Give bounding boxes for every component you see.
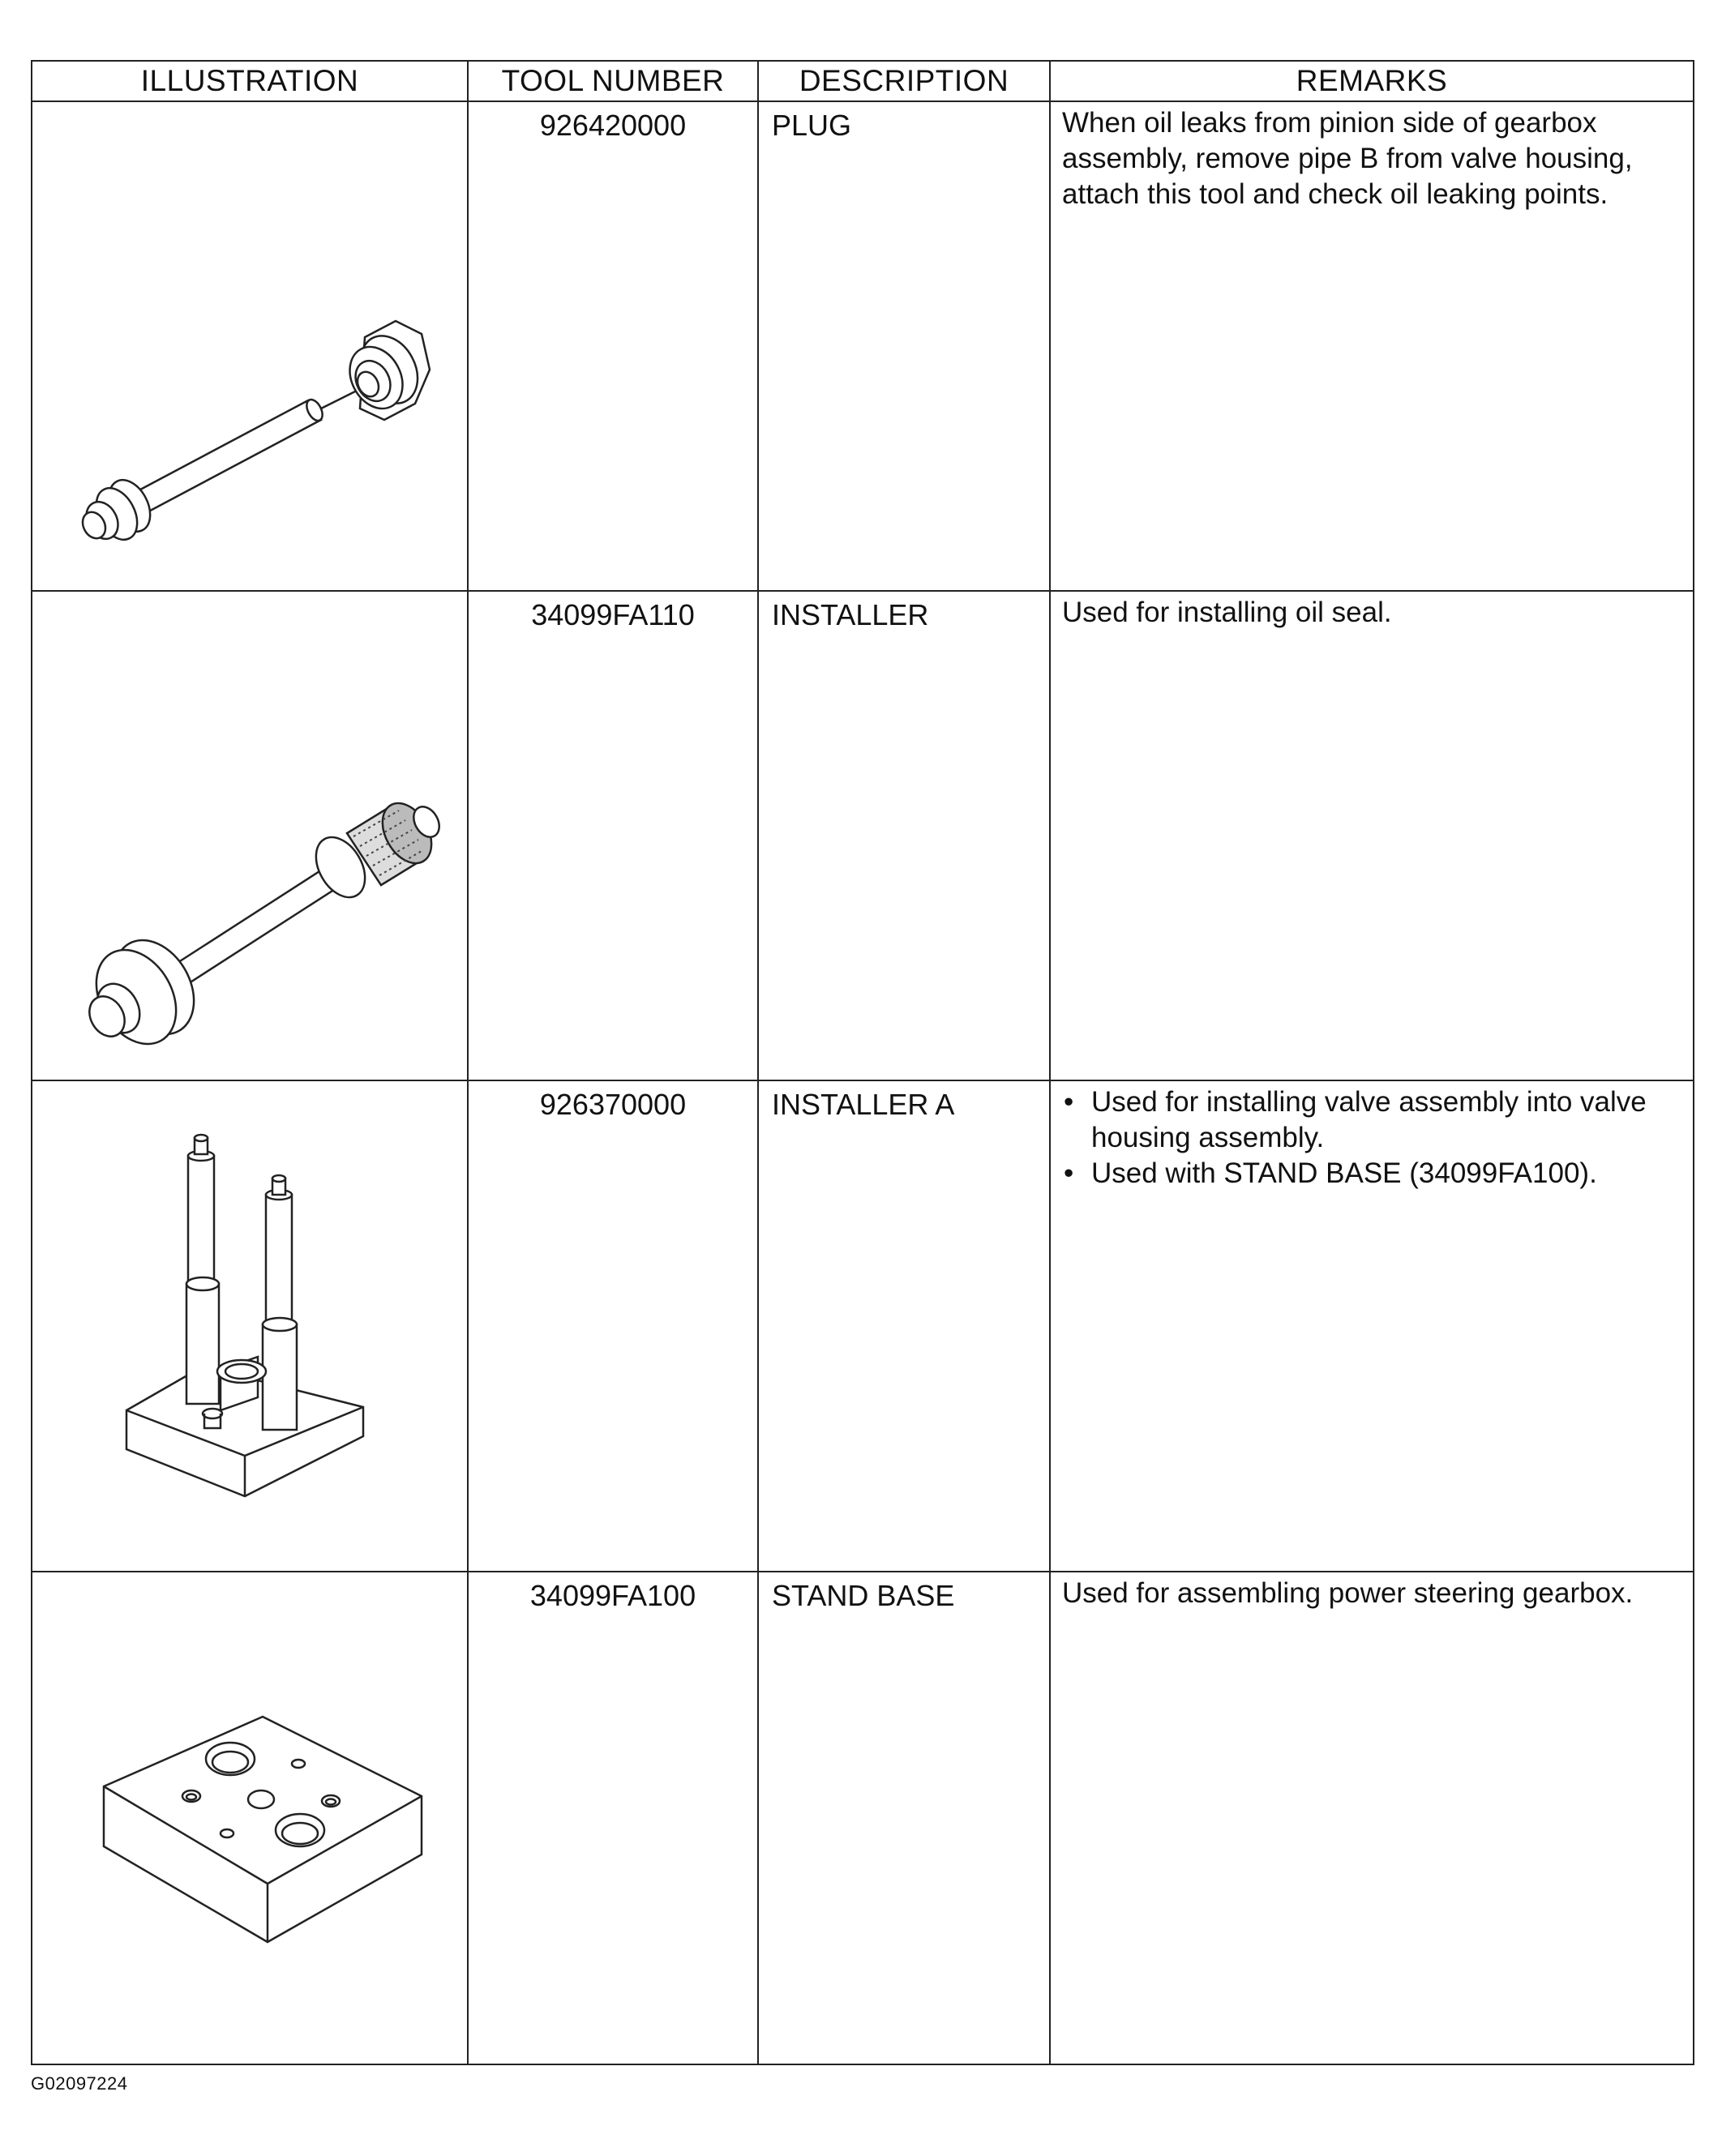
header-description: DESCRIPTION	[758, 61, 1050, 101]
description-cell: INSTALLER A	[758, 1080, 1050, 1572]
header-remarks: REMARKS	[1050, 61, 1694, 101]
illustration-cell	[32, 1080, 468, 1572]
table-header-row	[32, 61, 1694, 101]
illustration-cell	[32, 1572, 468, 2064]
plug-tool-icon	[32, 102, 469, 592]
illustration-cell	[32, 101, 468, 591]
remarks-text: Used for assembling power steering gearbox.	[1062, 1577, 1634, 1609]
table-row	[32, 591, 1694, 1080]
installer-tool-icon	[32, 592, 469, 1081]
tool-number-cell	[468, 1080, 758, 1572]
tool-number: 34099FA100	[529, 1579, 696, 1612]
remarks-list	[1062, 1084, 1681, 1191]
special-tools-table	[31, 60, 1694, 2065]
remarks-list-item: • Used for installing valve assembly into valve housing assembly.	[1062, 1084, 1681, 1156]
table-row	[32, 101, 1694, 591]
installer-a-tool-icon	[32, 1081, 469, 1572]
remarks-list-item: • Used with STAND BASE (34099FA100).	[1062, 1156, 1681, 1191]
header-illustration: ILLUSTRATION	[32, 61, 468, 101]
tool-number-cell	[468, 101, 758, 591]
remarks-cell	[1050, 101, 1694, 591]
description-cell: INSTALLER	[758, 591, 1050, 1080]
illustration-cell	[32, 591, 468, 1080]
description-cell: STAND BASE	[758, 1572, 1050, 2064]
tool-number-cell	[468, 1572, 758, 2064]
remarks-cell	[1050, 1080, 1694, 1572]
table-row	[32, 1572, 1694, 2064]
remarks-cell	[1050, 591, 1694, 1080]
tool-number: 926420000	[539, 109, 687, 142]
figure-code: G02097224	[31, 2073, 128, 2094]
description-cell: PLUG	[758, 101, 1050, 591]
header-tool-number: TOOL NUMBER	[468, 61, 758, 101]
stand-base-tool-icon	[32, 1572, 469, 2065]
remarks-text: When oil leaks from pinion side of gearbox assembly, remove pipe B from valve housing, attach this tool and check oil leaking points.	[1062, 107, 1633, 210]
remarks-cell	[1050, 1572, 1694, 2064]
tool-number-cell	[468, 591, 758, 1080]
remarks-text: Used for installing oil seal.	[1062, 597, 1392, 628]
tool-number: 34099FA110	[531, 598, 695, 631]
table-row	[32, 1080, 1694, 1572]
tool-number: 926370000	[539, 1088, 687, 1121]
